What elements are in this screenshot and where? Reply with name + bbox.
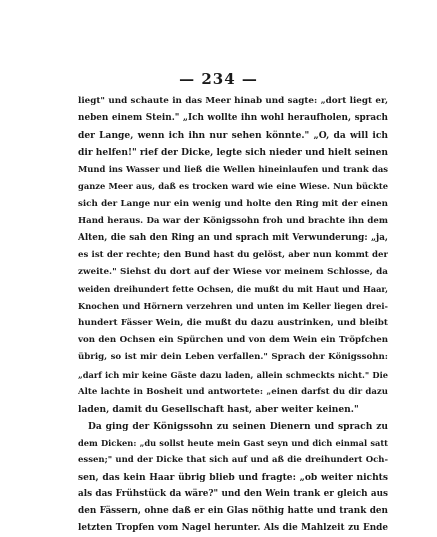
text-line: dir helfen!" rief der Dicke, legte sich nieder und hielt seinen [78, 147, 388, 159]
text-line: Alten, die sah den Ring an und sprach mit Verwunderung: „ja, [78, 232, 388, 243]
text-line: von den Ochsen ein Spürchen und von dem Wein ein Tröpfchen [78, 335, 388, 346]
text-line: als das Frühstück da wäre?" und den Wein trank er gleich aus [78, 489, 388, 500]
text-line: Mund ins Wasser und ließ die Wellen hineinlaufen und trank das [78, 164, 388, 175]
text-line: weiden dreihundert fette Ochsen, die mußt du mit Haut und Haar, [78, 284, 388, 295]
text-line: „darf ich mir keine Gäste dazu laden, allein schmeckts nicht." Die [78, 369, 388, 380]
text-line: neben einem Stein." „Ich wollte ihn wohl heraufholen, sprach [78, 113, 388, 124]
text-line: zweite." Siehst du dort auf der Wiese vor meinem Schlosse, da [78, 266, 388, 277]
text-line: Knochen und Hörnern verzehren und unten im Keller liegen drei- [78, 301, 388, 312]
text-line: sich der Lange nur ein wenig und holte den Ring mit der einen [78, 198, 388, 209]
text-line: essen;" und der Dicke that sich auf und aß die dreihundert Och- [78, 454, 388, 465]
page-number: — 234 — [179, 70, 258, 88]
text-line: laden, damit du Gesellschaft hast, aber weiter keinen." [78, 403, 359, 415]
text-line: Da ging der Königssohn zu seinen Dienern und sprach zu [88, 420, 388, 432]
text-line: Hand heraus. Da war der Königssohn froh und brachte ihn dem [78, 215, 388, 226]
text-line: der Lange, wenn ich ihn nur sehen könnte." „O, da will ich [78, 130, 388, 142]
text-line: liegt" und schaute in das Meer hinab und sagte: „dort liegt er, [78, 96, 388, 106]
text-line: übrig, so ist mir dein Leben verfallen." Sprach der Königssohn: [78, 352, 388, 363]
text-line: ganze Meer aus, daß es trocken ward wie eine Wiese. Nun bückte [78, 181, 388, 192]
text-line: sen, das kein Haar übrig blieb und fragte: „ob weiter nichts [78, 472, 388, 484]
text-line: den Fässern, ohne daß er ein Glas nöthig hatte und trank den [78, 506, 388, 517]
text-line: es ist der rechte; den Bund hast du gelöst, aber nun kommt der [78, 249, 388, 260]
body-text [78, 93, 388, 537]
text-line: Alte lachte in Bosheit und antwortete: „einen darfst du dir dazu [78, 386, 388, 397]
text-line: dem Dicken: „du sollst heute mein Gast seyn und dich einmal satt [78, 437, 388, 448]
text-line: hundert Fässer Wein, die mußt du dazu austrinken, und bleibt [78, 318, 388, 329]
text-line: letzten Tropfen vom Nagel herunter. Als die Mahlzeit zu Ende [78, 523, 388, 534]
